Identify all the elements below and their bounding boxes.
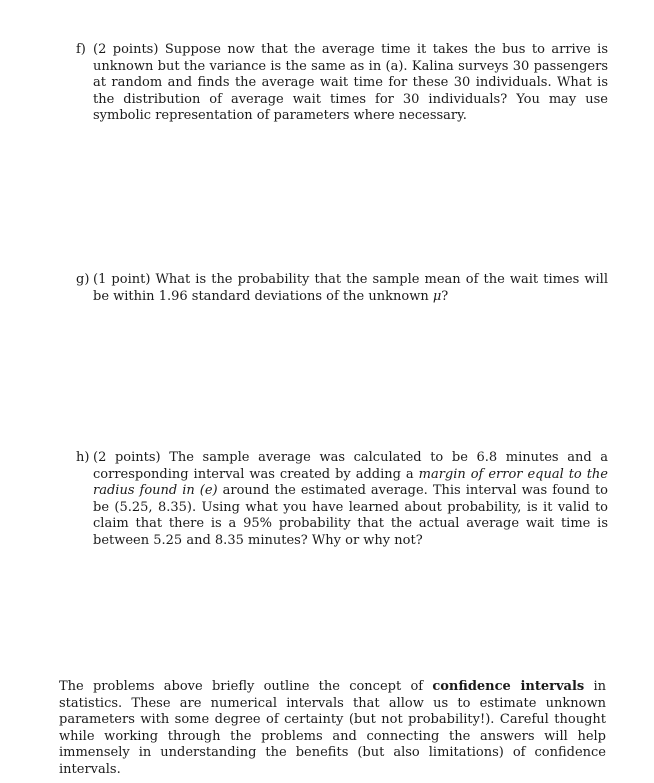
problem-h-label: h)	[76, 450, 90, 465]
problem-h	[76, 450, 608, 550]
problem-f-text: (2 points) Suppose now that the average time it takes the bus to arrive is unknown but the variance is the same as in (a). Kalina surveys 30 passengers at random and finds the average wait time for these 30 individuals. What is the distribution of average wait times for 30 individuals? You may use symbolic representation of parameters where necessary.	[93, 42, 608, 124]
mu-symbol: μ	[432, 288, 442, 304]
problem-h-text-after: around the estimated average. This interval was found to be (5.25, 8.35). Using what you have learned about probability, is it valid to claim that there is a 95% probability that the actual average wait time is between 5.25 and 8.35 minutes? Why or why not?	[93, 483, 608, 548]
problem-f	[76, 42, 608, 125]
problem-g-text-after: ?	[441, 288, 449, 304]
closing-bold-term: confidence intervals	[432, 679, 585, 694]
closing-text-before: The problems above briefly outline the concept of	[59, 679, 433, 694]
closing-text-after: in statistics. These are numerical intervals that allow us to estimate unknown parameters with some degree of certainty (but not probability!). Careful thought while working through the problems and connecting the answers will help immensely in understanding the benefits (but also limitations) of confidence intervals.	[59, 679, 606, 777]
problem-f-label: f)	[76, 42, 86, 57]
problem-g-label: g)	[76, 272, 90, 287]
problem-g-text	[93, 272, 608, 305]
problem-g-text-before: (1 point) What is the probability that the sample mean of the wait times will be within 1.96 standard deviations of the unknown	[93, 272, 608, 304]
problem-g	[76, 272, 608, 305]
problem-h-emphasis: margin of error equal to the radius found in (e)	[93, 466, 609, 499]
closing-paragraph	[59, 679, 606, 779]
problem-h-text-before: (2 points) The sample average was calculated to be 6.8 minutes and a corresponding interval was created by adding a	[93, 450, 608, 482]
problem-h-text	[93, 450, 608, 550]
